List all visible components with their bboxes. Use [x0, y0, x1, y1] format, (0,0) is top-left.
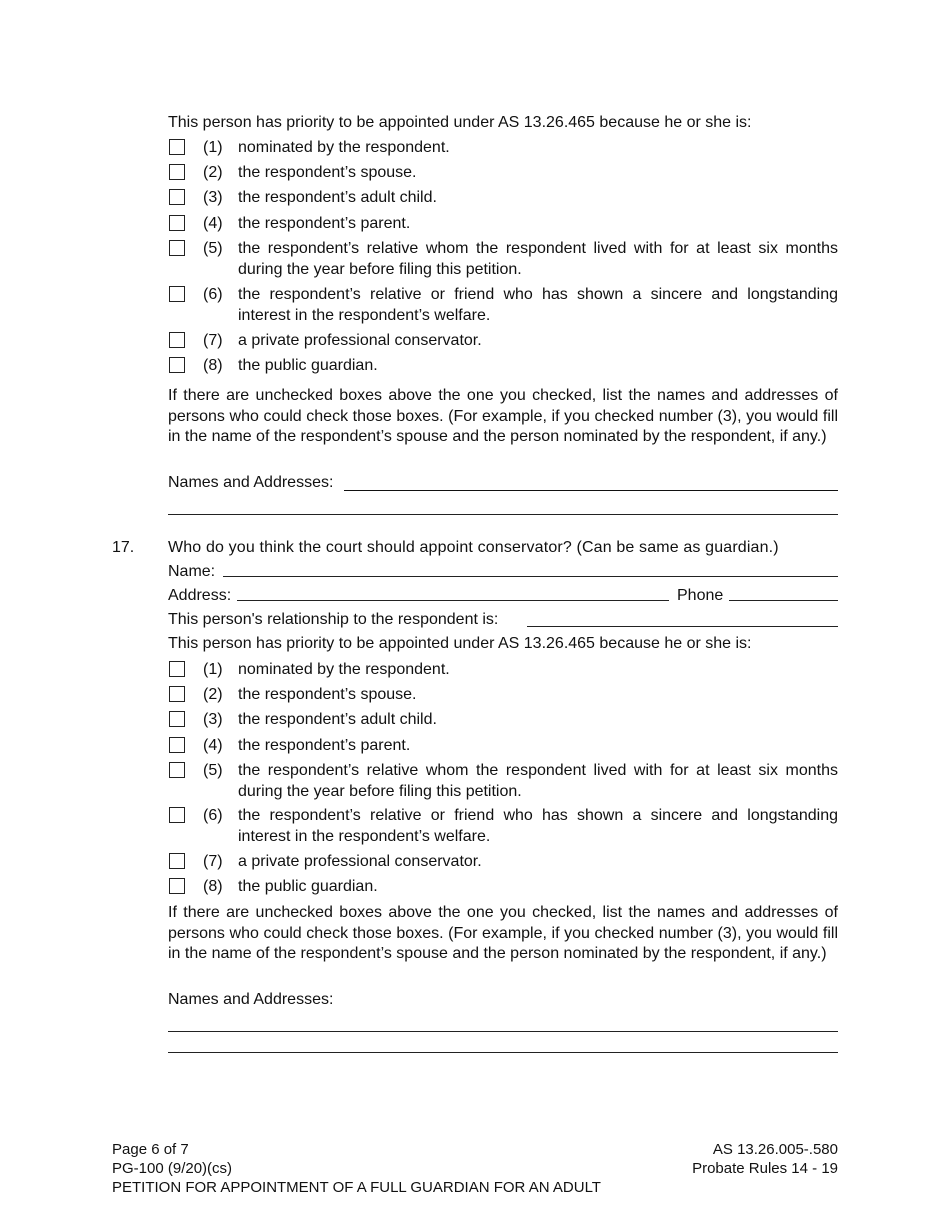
option-label: the respondent’s relative or friend who has shown a sincere and longstanding interest in the respondent’s welfare. [238, 807, 838, 845]
option-number: (6) [203, 286, 223, 303]
option-number: (4) [203, 737, 223, 754]
priority-checkbox-1[interactable] [169, 661, 185, 677]
priority-checkbox-5[interactable] [169, 240, 185, 256]
option-label: the respondent’s parent. [238, 215, 411, 232]
priority-checkbox-4[interactable] [169, 215, 185, 231]
relationship-field[interactable] [527, 626, 838, 627]
names-addresses-field[interactable] [344, 490, 838, 491]
priority-checkbox-2[interactable] [169, 686, 185, 702]
option-number: (5) [203, 240, 223, 257]
option-number: (5) [203, 762, 223, 779]
names-addresses-field[interactable] [168, 1031, 838, 1032]
option-number: (2) [203, 164, 223, 181]
priority-checkbox-8[interactable] [169, 878, 185, 894]
option-label: a private professional conservator. [238, 332, 482, 349]
option-label: the respondent’s adult child. [238, 189, 437, 206]
priority-checkbox-1[interactable] [169, 139, 185, 155]
names-addresses-field-line-2[interactable] [168, 1052, 838, 1053]
item-number: 17. [112, 539, 135, 556]
option-number: (1) [203, 661, 223, 678]
option-number: (7) [203, 853, 223, 870]
form-title: PETITION FOR APPOINTMENT OF A FULL GUARDIAN FOR AN ADULT [112, 1179, 601, 1196]
priority-intro: This person has priority to be appointed under AS 13.26.465 because he or she is: [168, 114, 752, 131]
probate-rules-reference: Probate Rules 14 - 19 [692, 1160, 838, 1177]
option-label: the respondent’s relative whom the respondent lived with for at least six months during the year before filing this petition. [238, 240, 838, 278]
address-label: Address: [168, 587, 232, 604]
conservator-question: Who do you think the court should appoint conservator? (Can be same as guardian.) [168, 539, 779, 556]
priority-checkbox-4[interactable] [169, 737, 185, 753]
priority-checkbox-6[interactable] [169, 286, 185, 302]
priority-checkbox-8[interactable] [169, 357, 185, 373]
phone-field[interactable] [729, 600, 838, 601]
option-label: the public guardian. [238, 878, 378, 895]
option-label: the respondent’s adult child. [238, 711, 437, 728]
address-field[interactable] [237, 600, 669, 601]
unchecked-instructions: If there are unchecked boxes above the one you checked, list the names and addresses of persons who could check those boxes. (For example, if you checked number (3), you would fill in the name of the respondent’s spouse and the person nominated by the respondent, if any.) [168, 387, 838, 446]
option-label: the respondent’s spouse. [238, 686, 417, 703]
option-label: the respondent’s relative whom the respondent lived with for at least six months during the year before filing this petition. [238, 762, 838, 800]
option-label: nominated by the respondent. [238, 139, 450, 156]
priority-intro: This person has priority to be appointed under AS 13.26.465 because he or she is: [168, 635, 752, 652]
option-number: (8) [203, 878, 223, 895]
relationship-label: This person's relationship to the respondent is: [168, 611, 499, 628]
statute-reference: AS 13.26.005-.580 [712, 1141, 838, 1158]
option-label: the respondent’s spouse. [238, 164, 417, 181]
priority-checkbox-3[interactable] [169, 189, 185, 205]
option-label: nominated by the respondent. [238, 661, 450, 678]
priority-checkbox-3[interactable] [169, 711, 185, 727]
names-addresses-label: Names and Addresses: [168, 474, 334, 491]
page-number: Page 6 of 7 [112, 1141, 189, 1158]
name-field[interactable] [223, 576, 838, 577]
option-label: a private professional conservator. [238, 853, 482, 870]
option-number: (7) [203, 332, 223, 349]
priority-checkbox-7[interactable] [169, 853, 185, 869]
option-label: the respondent’s parent. [238, 737, 411, 754]
option-number: (4) [203, 215, 223, 232]
option-number: (6) [203, 807, 223, 824]
option-label: the public guardian. [238, 357, 378, 374]
priority-checkbox-6[interactable] [169, 807, 185, 823]
priority-checkbox-2[interactable] [169, 164, 185, 180]
option-number: (1) [203, 139, 223, 156]
name-label: Name: [168, 563, 216, 580]
names-addresses-label: Names and Addresses: [168, 991, 334, 1008]
form-id: PG-100 (9/20)(cs) [112, 1160, 233, 1177]
priority-checkbox-7[interactable] [169, 332, 185, 348]
priority-checkbox-5[interactable] [169, 762, 185, 778]
option-number: (3) [203, 711, 223, 728]
phone-label: Phone [677, 587, 724, 604]
unchecked-instructions: If there are unchecked boxes above the one you checked, list the names and addresses of persons who could check those boxes. (For example, if you checked number (3), you would fill in the name of the respondent’s spouse and the person nominated by the respondent, if any.) [168, 904, 838, 963]
names-addresses-field-line-2[interactable] [168, 514, 838, 515]
option-number: (2) [203, 686, 223, 703]
option-number: (3) [203, 189, 223, 206]
option-label: the respondent’s relative or friend who has shown a sincere and longstanding interest in the respondent’s welfare. [238, 286, 838, 324]
option-number: (8) [203, 357, 223, 374]
